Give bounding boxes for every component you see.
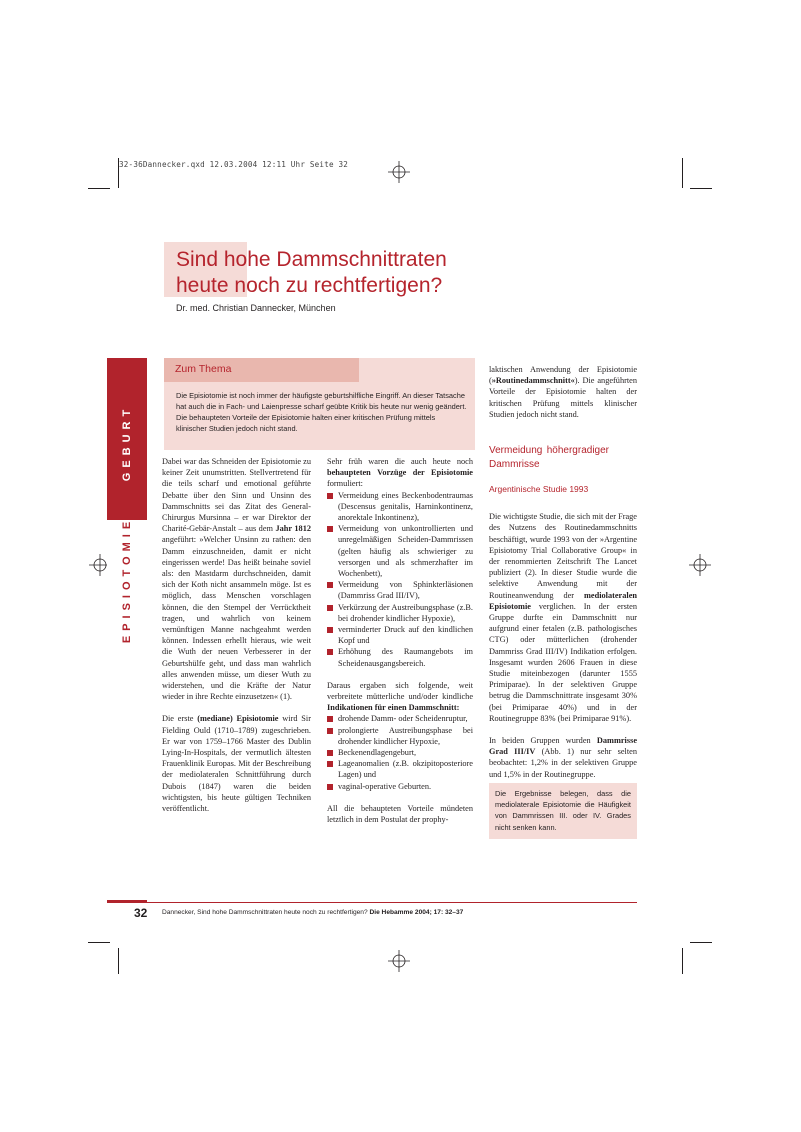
- list-item: Beckenendlagengeburt,: [327, 747, 473, 758]
- column-1: [162, 456, 311, 825]
- zum-thema-heading: Zum Thema: [175, 363, 232, 375]
- page-number: 32: [134, 906, 148, 920]
- list-item: Erhöhung des Raumangebots im Scheidenausgangsbereich.: [327, 646, 473, 668]
- paragraph: Die erste (mediane) Episiotomie wird Sir Fielding Ould (1710–1789) zugeschrieben. Er war von 1759–1766 Master des Dublin Lying-In-Hospitals, der vermutlich ältesten Frauenklinik Europas. Mit der Beschreibung der mediolateralen Schnittführung durch Dubois (1847) waren die beiden wichtigsten, bis heute gültigen Techniken veröffentlicht.: [162, 714, 311, 814]
- paragraph: laktischen Anwendung der Episiotomie (»Routinedammschnitt«). Die angeführten Vorteile der Episiotomie halten der kritischen Prüfung mittels klinischer Studien jedoch nicht stand.: [489, 365, 637, 419]
- list-item: vaginal-operative Geburten.: [327, 781, 473, 792]
- article-author: Dr. med. Christian Dannecker, München: [176, 303, 336, 313]
- zum-thema-text: Die Episiotomie ist noch immer der häufigste geburtshilfliche Eingriff. An dieser Tatsache hat auch die in Fach- und Laienpresse scharf geübte Kritik bis heute nur wenig geändert. Die behaupteten Vorteile der Episiotomie halten einer kritischen Prüfung mittels klinischer Studien jedoch nicht stand.: [176, 391, 467, 433]
- column-2: [327, 456, 473, 836]
- list-item: Vermeidung von Sphinkterläsionen (Dammriss Grad III/IV),: [327, 579, 473, 601]
- paragraph: Sehr früh waren die auch heute noch behaupteten Vorzüge der Episiotomie formuliert:: [327, 457, 473, 489]
- list-item: Verkürzung der Austreibungsphase (z.B. bei drohender kindlicher Hypoxie),: [327, 602, 473, 624]
- print-slug: 32-36Dannecker.qxd 12.03.2004 12:11 Uhr Seite 32: [119, 160, 349, 169]
- footer-accent: [107, 900, 147, 903]
- subsection-heading: Argentinische Studie 1993: [489, 484, 589, 495]
- column-3: [489, 364, 637, 839]
- registration-mark-bottom: [388, 950, 410, 972]
- list-item: prolongierte Austreibungsphase bei drohender kindlicher Hypoxie,: [327, 725, 473, 747]
- registration-mark-top: [388, 161, 410, 183]
- list-item: Lageanomalien (z.B. okzipitoposteriore Lagen) und: [327, 758, 473, 780]
- paragraph: Daraus ergaben sich folgende, weit verbreitete mütterliche und/oder kindliche Indikationen für einen Dammschnitt:: [327, 680, 473, 713]
- list-item: Vermeidung von unkontrollierten und unregelmäßigen Scheiden-Dammrissen (gelten häufig als schwieriger zu versorgen und als schmerzhafter im Wochenbett),: [327, 523, 473, 579]
- indications-list: [327, 713, 473, 791]
- footer-citation: Dannecker, Sind hohe Dammschnittraten heute noch zu rechtfertigen? Die Hebamme 2004; 17: 32–37: [162, 909, 464, 916]
- section-label: GEBURT: [121, 404, 133, 482]
- article-title: Sind hohe Dammschnittraten heute noch zu rechtfertigen?: [176, 248, 447, 297]
- registration-mark-right: [689, 554, 711, 576]
- topic-label: EPISIOTOMIE: [121, 516, 133, 644]
- highlight-box: Die Ergebnisse belegen, dass die mediolaterale Episiotomie die Häufigkeit von Dammrissen III. oder IV. Grades nicht senken kann.: [489, 783, 637, 839]
- footer-rule: [107, 902, 637, 903]
- benefits-list: [327, 490, 473, 669]
- list-item: Vermeidung eines Beckenbodentraumas (Descensus genitalis, Harninkontinenz, anorektale Inkontinenz),: [327, 490, 473, 524]
- list-item: drohende Damm- oder Scheidenruptur,: [327, 713, 473, 724]
- sidebar-labels: [107, 358, 147, 664]
- paragraph: All die behaupteten Vorteile mündeten letztlich in dem Postulat der prophy-: [327, 803, 473, 825]
- paragraph: Dabei war das Schneiden der Episiotomie zu keiner Zeit unumstritten. Stellvertretend für die teils scharf und emotional geführte Debatte über den Sinn und Unsinn des Dammschnitts sei das Zitat des General-Chirurgus Mursinna – er war Direktor der Charité-Gebär-Anstalt – aus dem Jahr 1812 angeführt: »Welcher Unsinn zu rathen: den Damm einzuschneiden, damit er nicht eingerissen werde! Das heißt beinahe soviel als: den Mastdarm durchschneiden, damit sich der Koth nicht ansammeln möge. Ist es möglich, dass Menschen vorschlagen können, die den Stempel der Verrücktheit tragen, und wahrlich von keinem vernünftigen Manne nachgeahmt werden können. Indessen erhellt hieraus, wie weit die Wuth der neuen Verbesserer in der Geburtshülfe geht, und dass man wahrlich alles anwenden müsse, um dieser Wuth zu widerstehen, und die Kräfte der Natur wieder in ihre Rechte einzusetzen« (1).: [162, 457, 311, 702]
- paragraph: Die wichtigste Studie, die sich mit der Frage des Nutzens des Routinedammschnitts beschäftigt, wurde 1993 von der »Argentine Episiotomy Trial Collaborative Group« in der renommierten Zeitschrift The Lancet publiziert (2). In dieser Studie wurde die selektive Anwendung mit der Routineanwendung der mediolateralen Episiotomie verglichen. In der ersten Gruppe durfte ein Dammschnitt nur aufgrund einer fetalen (z.B. pathologisches CTG) oder mütterlichen (drohender Dammriss Grad III/IV) Indikation erfolgen. Insgesamt wurden 2606 Frauen in diese Studie miteinbezogen (darunter 1555 Primiparae). In der selektiven Gruppe betrug die Dammschnittrate insgesamt 30% (bei Primiparae 40%) und in der Routinegruppe 83% (bei Primiparae 91%).: [489, 512, 637, 723]
- section-heading: Vermeidung höhergradiger Dammrisse: [489, 445, 609, 471]
- list-item: verminderter Druck auf den kindlichen Kopf und: [327, 624, 473, 646]
- paragraph: In beiden Gruppen wurden Dammrisse Grad III/IV (Abb. 1) nur sehr selten beobachtet: 1,2% in der selektiven Gruppe und 1,5% in der Routinegruppe.: [489, 736, 637, 779]
